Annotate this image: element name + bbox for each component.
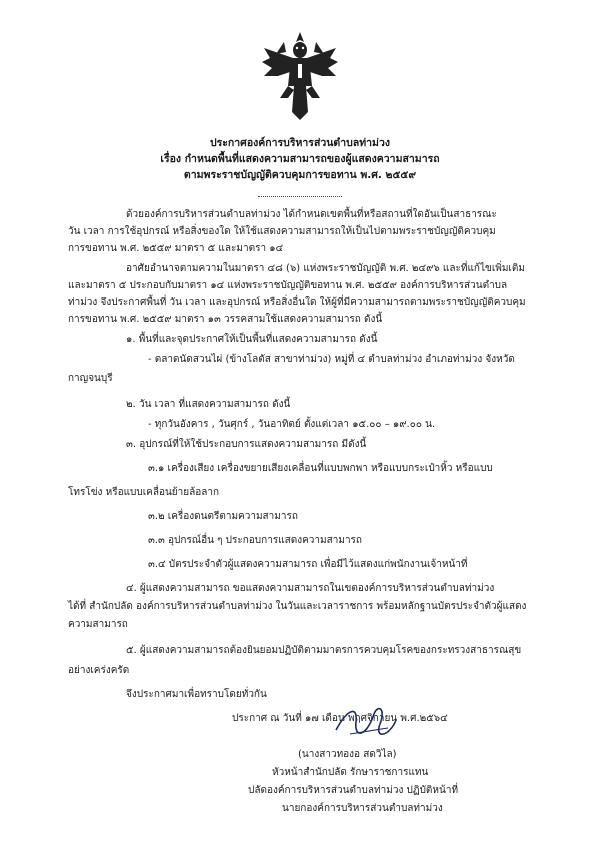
announcement-subject: เรื่อง กำหนดพื้นที่แสดงความสามารถของผู้แสดงความสามารถ (160, 153, 440, 165)
item-1-heading: ๑. พื้นที่และจุดประกาศให้เป็นพื้นที่แสดงความสามารถ ดังนี้ (126, 334, 378, 345)
item-2-heading: ๒. วัน เวลา ที่แสดงความสามารถ ดังนี้ (126, 399, 291, 410)
paragraph-1-line-1: ด้วยองค์การบริหารส่วนตำบลท่าม่วง ได้กำหนดเขตพื้นที่หรือสถานที่ใดอันเป็นสาธารณะ (126, 209, 497, 220)
handwritten-signature (330, 700, 400, 744)
paragraph-2-line-3: ท่าม่วง จึงประกาศพื้นที่ วัน เวลา และอุปกรณ์ หรือสิ่งอื่นใด ให้ผู้ที่มีความสามารถตามพระราชบัญญัติควบคุม (68, 297, 526, 308)
item-3-1-line-2: โทรโข่ง หรือแบบเคลื่อนย้ายล้อลาก (68, 487, 220, 498)
paragraph-2-line-2: และมาตรา ๕ ประกอบกับมาตรา ๑๔ แห่งพระราชบัญญัติขอทาน พ.ศ. ๒๕๕๙ องค์การบริหารส่วนตำบล (68, 280, 508, 291)
item-3-4: ๓.๔ บัตรประจำตัวผู้แสดงความสามารถ เพื่อมีไว้แสดงแก่พนักงานเจ้าหน้าที่ (148, 559, 468, 570)
item-3-1-line-1: ๓.๑ เครื่องเสียง เครื่องขยายเสียงเคลื่อนที่แบบพกพา หรือแบบกระเป๋าหิ้ว หรือแบบ (148, 463, 493, 474)
paragraph-1-line-3: การขอทาน พ.ศ. ๒๕๕๙ มาตรา ๕ และมาตรา ๑๔ (68, 243, 284, 254)
title-separator (258, 196, 342, 197)
signer-title-2: ปลัดองค์การบริหารส่วนตำบลท่าม่วง ปฏิบัติหน้าที่ (248, 785, 459, 796)
item-3-heading: ๓. อุปกรณ์ที่ให้ใช้ประกอบการแสดงความสามารถ มีดังนี้ (126, 439, 367, 450)
item-4-line-1: ๔. ผู้แสดงความสามารถ ขอแสดงความสามารถในเขตองค์การบริหารส่วนตำบลท่าม่วง (126, 583, 495, 594)
paragraph-2-line-4: การขอทาน พ.ศ. ๒๕๕๙ มาตรา ๑๓ วรรคสามใช้แสดงความสามารถ ดังนี้ (68, 314, 383, 325)
announcement-issuer: ประกาศองค์การบริหารส่วนตำบลท่าม่วง (209, 137, 391, 149)
item-5-line-2: อย่างเคร่งครัด (68, 665, 130, 676)
item-3-2: ๓.๒ เครื่องดนตรีตามความสามารถ (148, 511, 298, 522)
item-1-location-line-1: - ตลาดนัดสวนไผ่ (ข้างโลตัส สาขาท่าม่วง) หมู่ที่ ๔ ตำบลท่าม่วง อำเภอท่าม่วง จังหวัด (148, 354, 515, 365)
garuda-emblem (260, 28, 340, 124)
item-4-line-3: ความสามารถ (68, 619, 128, 630)
paragraph-2-line-1: อาศัยอำนาจตามความในมาตรา ๔๘ (๖) แห่งพระราชบัญญัติ พ.ศ. ๒๔๙๖ และที่แก้ไขเพิ่มเติม (126, 263, 525, 274)
announcement-date: ประกาศ ณ วันที่ ๑๗ เดือน พฤศจิกายน พ.ศ.๒๕๖๔ (232, 713, 448, 724)
closing-statement: จึงประกาศมาเพื่อทราบโดยทั่วกัน (126, 689, 267, 700)
signer-title-3: นายกองค์การบริหารส่วนตำบลท่าม่วง (282, 803, 443, 814)
item-1-location-line-2: กาญจนบุรี (68, 373, 113, 384)
item-4-line-2: ได้ที่ สำนักปลัด องค์การบริหารส่วนตำบลท่าม่วง ในวันและเวลาราชการ พร้อมหลักฐานบัตรประจำตัวผู้แสดง (68, 601, 527, 612)
announcement-law: ตามพระราชบัญญัติควบคุมการขอทาน พ.ศ. ๒๕๕๙ (183, 169, 417, 181)
item-5-line-1: ๕. ผู้แสดงความสามารถต้องยินยอมปฏิบัติตามมาตรการควบคุมโรคของกระทรวงสาธารณสุข (126, 645, 522, 656)
paragraph-1-line-2: วัน เวลา การใช้อุปกรณ์ หรือสิ่งของใด ให้ใช้แสดงความสามารถให้เป็นไปตามพระราชบัญญัติควบคุม (68, 226, 496, 237)
signer-title-1: หัวหน้าสำนักปลัด รักษาราชการแทน (272, 767, 429, 778)
item-3-3: ๓.๓ อุปกรณ์อื่น ๆ ประกอบการแสดงความสามารถ (148, 535, 362, 546)
item-2-schedule: - ทุกวันอังคาร , วันศุกร์ , วันอาทิตย์ ตั้งแต่เวลา ๑๕.๐๐ – ๑๙.๐๐ น. (148, 419, 436, 430)
signer-name: (นางสาวทองอ สดวิไล) (298, 749, 397, 760)
